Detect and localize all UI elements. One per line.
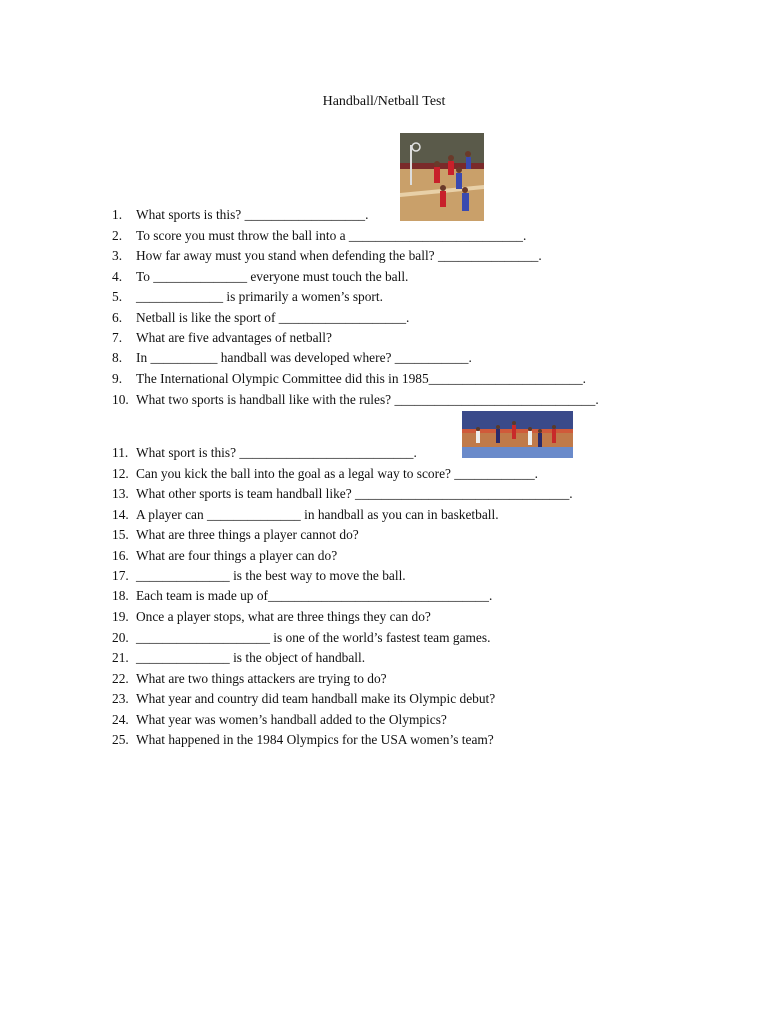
question-item [112,371,586,387]
question-item [112,392,599,408]
question-number: 1. [112,207,123,222]
question-number: 18. [112,588,129,603]
question-number: 23. [112,691,129,706]
netball-photo [400,133,484,221]
page-title: Handball/Netball Test [322,94,446,109]
question-text: A player can ______________ in handball as you can in basketball. [136,507,499,522]
question-text: Once a player stops, what are three things they can do? [136,609,431,624]
question-text: What two sports is handball like with the rules? ______________________________. [136,392,599,407]
question-text: What are four things a player can do? [136,548,338,563]
question-number: 12. [112,466,129,481]
question-item [112,650,365,666]
question-number: 13. [112,486,129,501]
question-text: What are two things attackers are trying to do? [136,671,387,686]
question-item [112,548,337,564]
question-number: 24. [112,712,129,727]
question-text: What year was women’s handball added to the Olympics? [136,712,447,727]
question-text: To score you must throw the ball into a __________________________. [136,228,527,243]
question-text: To ______________ everyone must touch the ball. [136,269,409,284]
question-item [112,310,409,326]
question-item [112,445,417,461]
question-text: How far away must you stand when defending the ball? _______________. [136,248,542,263]
question-text: What are five advantages of netball? [136,330,332,345]
question-number: 4. [112,269,123,284]
question-item [112,691,495,707]
question-item [112,350,472,366]
question-text: ______________ is the best way to move the ball. [136,568,406,583]
question-item [112,330,332,346]
question-item [112,671,387,687]
question-text: What sports is this? __________________. [136,207,369,222]
question-item [112,609,431,625]
question-number: 9. [112,371,123,386]
handball-photo [462,411,573,458]
question-text: The International Olympic Committee did this in 1985_______________________. [136,371,587,386]
question-item [112,466,538,482]
question-item [112,527,359,543]
question-number: 11. [112,445,129,460]
question-number: 8. [112,350,123,365]
question-text: What other sports is team handball like? ________________________________. [136,486,573,501]
question-text: _____________ is primarily a women’s sport. [136,289,383,304]
question-item [112,732,494,748]
question-number: 20. [112,630,129,645]
question-number: 5. [112,289,123,304]
question-item [112,269,408,285]
question-text: ______________ is the object of handball. [136,650,366,665]
question-item [112,207,368,223]
question-number: 25. [112,732,129,747]
question-item [112,568,406,584]
question-number: 2. [112,228,123,243]
question-item [112,289,383,305]
question-item [112,588,492,604]
question-text: Netball is like the sport of ___________________. [136,310,410,325]
question-number: 7. [112,330,123,345]
question-text: Each team is made up of_________________________________. [136,588,493,603]
question-text: What are three things a player cannot do? [136,527,359,542]
question-number: 19. [112,609,129,624]
question-text: What year and country did team handball make its Olympic debut? [136,691,496,706]
question-number: 16. [112,548,129,563]
question-number: 3. [112,248,123,263]
question-number: 15. [112,527,129,542]
question-text: What happened in the 1984 Olympics for the USA women’s team? [136,732,494,747]
question-number: 17. [112,568,129,583]
question-number: 21. [112,650,129,665]
question-text: In __________ handball was developed where? ___________. [136,350,472,365]
question-text: What sport is this? __________________________. [136,445,417,460]
question-number: 6. [112,310,123,325]
question-number: 14. [112,507,129,522]
question-number: 10. [112,392,129,407]
question-item [112,630,490,646]
question-item [112,486,573,502]
question-item [112,507,499,523]
question-item [112,228,526,244]
question-item [112,712,447,728]
question-text: ____________________ is one of the world’s fastest team games. [136,630,491,645]
question-text: Can you kick the ball into the goal as a legal way to score? ____________. [136,466,538,481]
question-item [112,248,542,264]
question-number: 22. [112,671,129,686]
